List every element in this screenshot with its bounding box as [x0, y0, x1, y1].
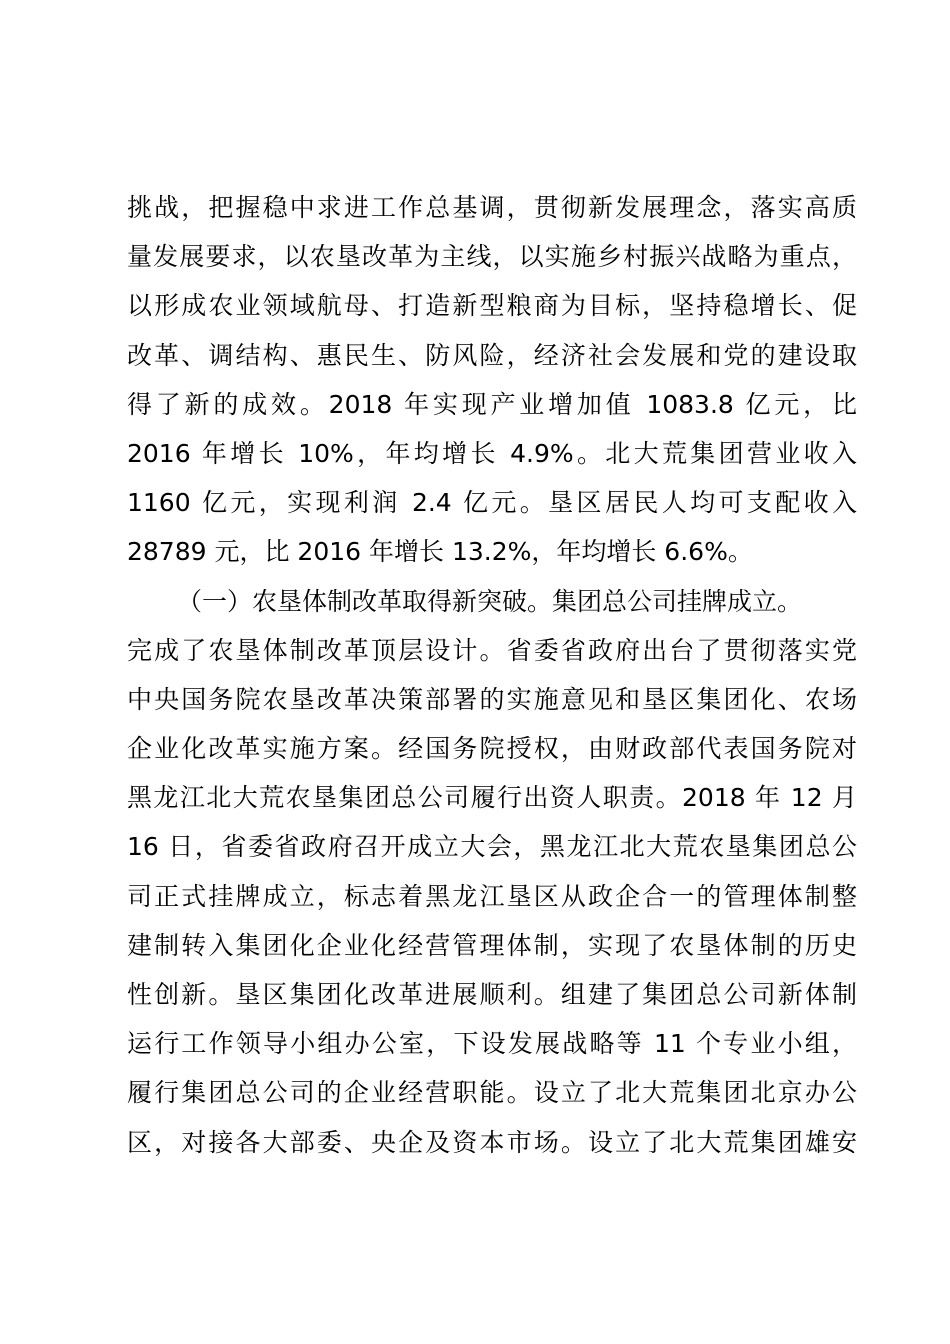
text-line: 1160 亿元，实现利润 2.4 亿元。垦区居民人均可支配收入 — [127, 488, 857, 518]
text-line: 量发展要求，以农垦改革为主线，以实施乡村振兴战略为重点， — [127, 242, 857, 272]
text-line: 改革、调结构、惠民生、防风险，经济社会发展和党的建设取 — [127, 340, 857, 370]
text-line: 得了新的成效。2018 年实现产业增加值 1083.8 亿元，比 — [127, 389, 857, 419]
text-line: 以形成农业领域航母、打造新型粮商为目标，坚持稳增长、促 — [127, 291, 857, 321]
section-heading-line: （一）农垦体制改革取得新突破。集团总公司挂牌成立。 — [177, 586, 803, 616]
text-line: 司正式挂牌成立，标志着黑龙江垦区从政企合一的管理体制整 — [127, 881, 857, 911]
body-text — [127, 183, 857, 1167]
text-line: 黑龙江北大荒农垦集团总公司履行出资人职责。2018 年 12 月 — [127, 783, 857, 813]
text-line: 16 日，省委省政府召开成立大会，黑龙江北大荒农垦集团总公 — [127, 832, 857, 862]
text-line: 2016 年增长 10%，年均增长 4.9%。北大荒集团营业收入 — [127, 438, 857, 468]
text-line: 中央国务院农垦改革决策部署的实施意见和垦区集团化、农场 — [127, 684, 857, 714]
text-line: 建制转入集团化企业化经营管理体制，实现了农垦体制的历史 — [127, 930, 857, 960]
text-line: 履行集团总公司的企业经营职能。设立了北大荒集团北京办公 — [127, 1078, 857, 1108]
text-line: 挑战，把握稳中求进工作总基调，贯彻新发展理念，落实高质 — [127, 193, 857, 222]
text-line: 企业化改革实施方案。经国务院授权，由财政部代表国务院对 — [127, 734, 857, 764]
text-line: 运行工作领导小组办公室，下设发展战略等 11 个专业小组， — [127, 1029, 857, 1059]
text-line: 性创新。垦区集团化改革进展顺利。组建了集团总公司新体制 — [127, 980, 857, 1009]
text-line: 28789 元，比 2016 年增长 13.2%，年均增长 6.6%。 — [127, 537, 753, 567]
text-line: 区，对接各大部委、央企及资本市场。设立了北大荒集团雄安 — [127, 1127, 857, 1157]
text-line: 完成了农垦体制改革顶层设计。省委省政府出台了贯彻落实党 — [127, 635, 857, 665]
